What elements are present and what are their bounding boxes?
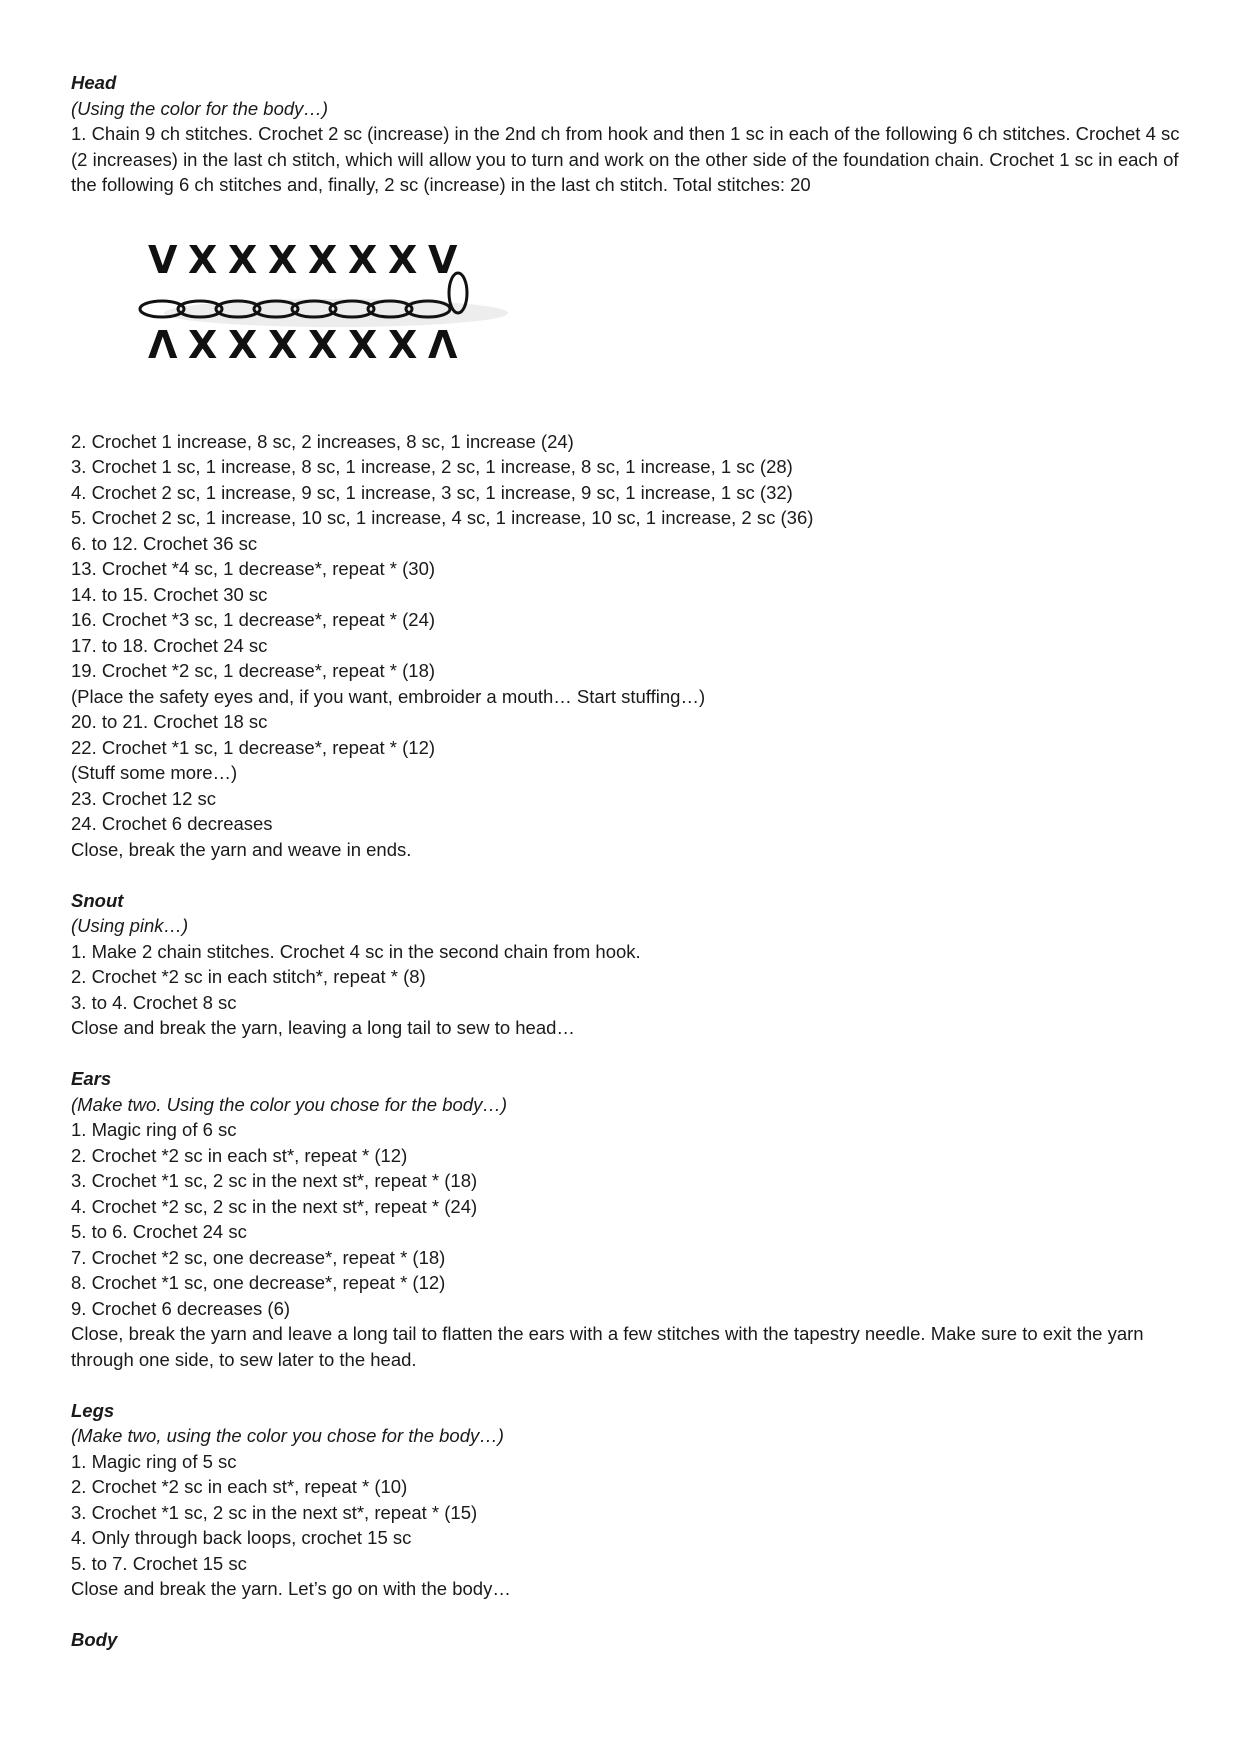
chain-stitch-diagram xyxy=(126,223,546,373)
diagram-top-row xyxy=(148,238,458,282)
section-note-snout: (Using pink…) xyxy=(71,915,189,936)
ears-step: 4. Crochet *2 sc, 2 sc in the next st*, repeat * (24) xyxy=(71,1195,478,1217)
snout-step: 3. to 4. Crochet 8 sc xyxy=(71,991,237,1013)
section-title-legs: Legs xyxy=(71,1399,115,1421)
legs-step: 2. Crochet *2 sc in each st*, repeat * (10) xyxy=(71,1476,408,1497)
diagram-bottom-symbol: X xyxy=(188,322,218,367)
ears-step: 8. Crochet *1 sc, one decrease*, repeat * (12) xyxy=(71,1272,446,1293)
head-step-1: 1. Chain 9 ch stitches. Crochet 2 sc (increase) in the 2nd ch from hook and then 1 sc in each of the following 6 ch stitches. Crochet 4 sc (2 increases) in the last ch stitch, which will allow you to turn and work on the other side of the foundation chain. Crochet 1 sc in each of the following 6 ch stitches and, finally, 2 sc (increase) in the last ch stitch. Total stitches: 20 xyxy=(71,123,1180,195)
head-step: 24. Crochet 6 decreases xyxy=(71,813,273,834)
legs-steps-list xyxy=(71,1449,1181,1602)
head-step: 14. to 15. Crochet 30 sc xyxy=(71,583,268,605)
legs-step: 1. Magic ring of 5 sc xyxy=(71,1450,237,1472)
head-step: (Stuff some more…) xyxy=(71,762,238,783)
snout-step: 2. Crochet *2 sc in each stitch*, repeat * (8) xyxy=(71,966,426,987)
diagram-bottom-symbol: X xyxy=(228,322,258,367)
head-step: 20. to 21. Crochet 18 sc xyxy=(71,711,268,732)
snout-step: Close and break the yarn, leaving a long tail to sew to head… xyxy=(71,1017,575,1038)
pattern-document xyxy=(71,70,1181,1653)
ears-step: 3. Crochet *1 sc, 2 sc in the next st*, repeat * (18) xyxy=(71,1170,478,1191)
head-steps-list xyxy=(71,429,1181,863)
head-step: 22. Crochet *1 sc, 1 decrease*, repeat * (12) xyxy=(71,736,436,758)
head-step: 6. to 12. Crochet 36 sc xyxy=(71,532,258,554)
diagram-top-symbol: X xyxy=(228,237,258,282)
head-step: Close, break the yarn and weave in ends. xyxy=(71,838,412,860)
ears-steps-list xyxy=(71,1117,1181,1321)
stitch-diagram xyxy=(71,223,1181,429)
ears-step: 9. Crochet 6 decreases (6) xyxy=(71,1297,291,1319)
head-step: 19. Crochet *2 sc, 1 decrease*, repeat * (18) xyxy=(71,660,436,681)
legs-step: 4. Only through back loops, crochet 15 sc xyxy=(71,1527,412,1548)
head-step: 4. Crochet 2 sc, 1 increase, 9 sc, 1 increase, 3 sc, 1 increase, 9 sc, 1 increase, 1 sc (32) xyxy=(71,481,793,503)
legs-step: 5. to 7. Crochet 15 sc xyxy=(71,1552,247,1574)
section-note-ears: (Make two. Using the color you chose for the body…) xyxy=(71,1093,507,1115)
diagram-bottom-symbol: X xyxy=(348,322,378,367)
ears-step: 7. Crochet *2 sc, one decrease*, repeat * (18) xyxy=(71,1246,446,1268)
diagram-top-symbol: V xyxy=(148,237,178,282)
diagram-bottom-symbol: Λ xyxy=(428,322,458,367)
diagram-bottom-symbol: X xyxy=(268,322,298,367)
head-step: 16. Crochet *3 sc, 1 decrease*, repeat * (24) xyxy=(71,609,436,630)
head-step: 2. Crochet 1 increase, 8 sc, 2 increases, 8 sc, 1 increase (24) xyxy=(71,430,574,452)
diagram-bottom-symbol: X xyxy=(388,322,418,367)
head-step: (Place the safety eyes and, if you want, embroider a mouth… Start stuffing…) xyxy=(71,685,706,707)
diagram-top-symbol: X xyxy=(388,237,418,282)
ears-step: 5. to 6. Crochet 24 sc xyxy=(71,1221,247,1242)
diagram-top-symbol: X xyxy=(268,237,298,282)
diagram-bottom-row xyxy=(148,323,458,367)
ears-step: 1. Magic ring of 6 sc xyxy=(71,1119,237,1140)
head-step: 13. Crochet *4 sc, 1 decrease*, repeat * (30) xyxy=(71,558,436,579)
legs-step: 3. Crochet *1 sc, 2 sc in the next st*, repeat * (15) xyxy=(71,1501,478,1523)
section-title-ears: Ears xyxy=(71,1068,112,1089)
head-step: 17. to 18. Crochet 24 sc xyxy=(71,634,268,656)
diagram-top-symbol: X xyxy=(348,237,378,282)
section-title-body: Body xyxy=(71,1629,118,1650)
diagram-top-symbol: V xyxy=(428,237,458,282)
section-title-head: Head xyxy=(71,72,117,93)
snout-step: 1. Make 2 chain stitches. Crochet 4 sc in the second chain from hook. xyxy=(71,940,641,962)
section-title-snout: Snout xyxy=(71,889,124,911)
section-note-head: (Using the color for the body…) xyxy=(71,97,329,119)
diagram-top-symbol: X xyxy=(188,237,218,282)
snout-steps-list xyxy=(71,939,1181,1041)
diagram-top-symbol: X xyxy=(308,237,338,282)
head-step: 23. Crochet 12 sc xyxy=(71,787,216,809)
ears-step: 2. Crochet *2 sc in each st*, repeat * (12) xyxy=(71,1144,408,1166)
ears-closing: Close, break the yarn and leave a long tail to flatten the ears with a few stitches with the tapestry needle. Make sure to exit the yarn through one side, to sew later to the head. xyxy=(71,1323,1144,1370)
legs-step: Close and break the yarn. Let’s go on with the body… xyxy=(71,1578,511,1599)
diagram-bottom-symbol: X xyxy=(308,322,338,367)
head-step: 5. Crochet 2 sc, 1 increase, 10 sc, 1 increase, 4 sc, 1 increase, 10 sc, 1 increase, 2 sc (36) xyxy=(71,507,814,528)
head-step: 3. Crochet 1 sc, 1 increase, 8 sc, 1 increase, 2 sc, 1 increase, 8 sc, 1 increase, 1 sc (28) xyxy=(71,456,793,477)
diagram-bottom-symbol: Λ xyxy=(148,322,178,367)
section-note-legs: (Make two, using the color you chose for the body…) xyxy=(71,1425,504,1446)
